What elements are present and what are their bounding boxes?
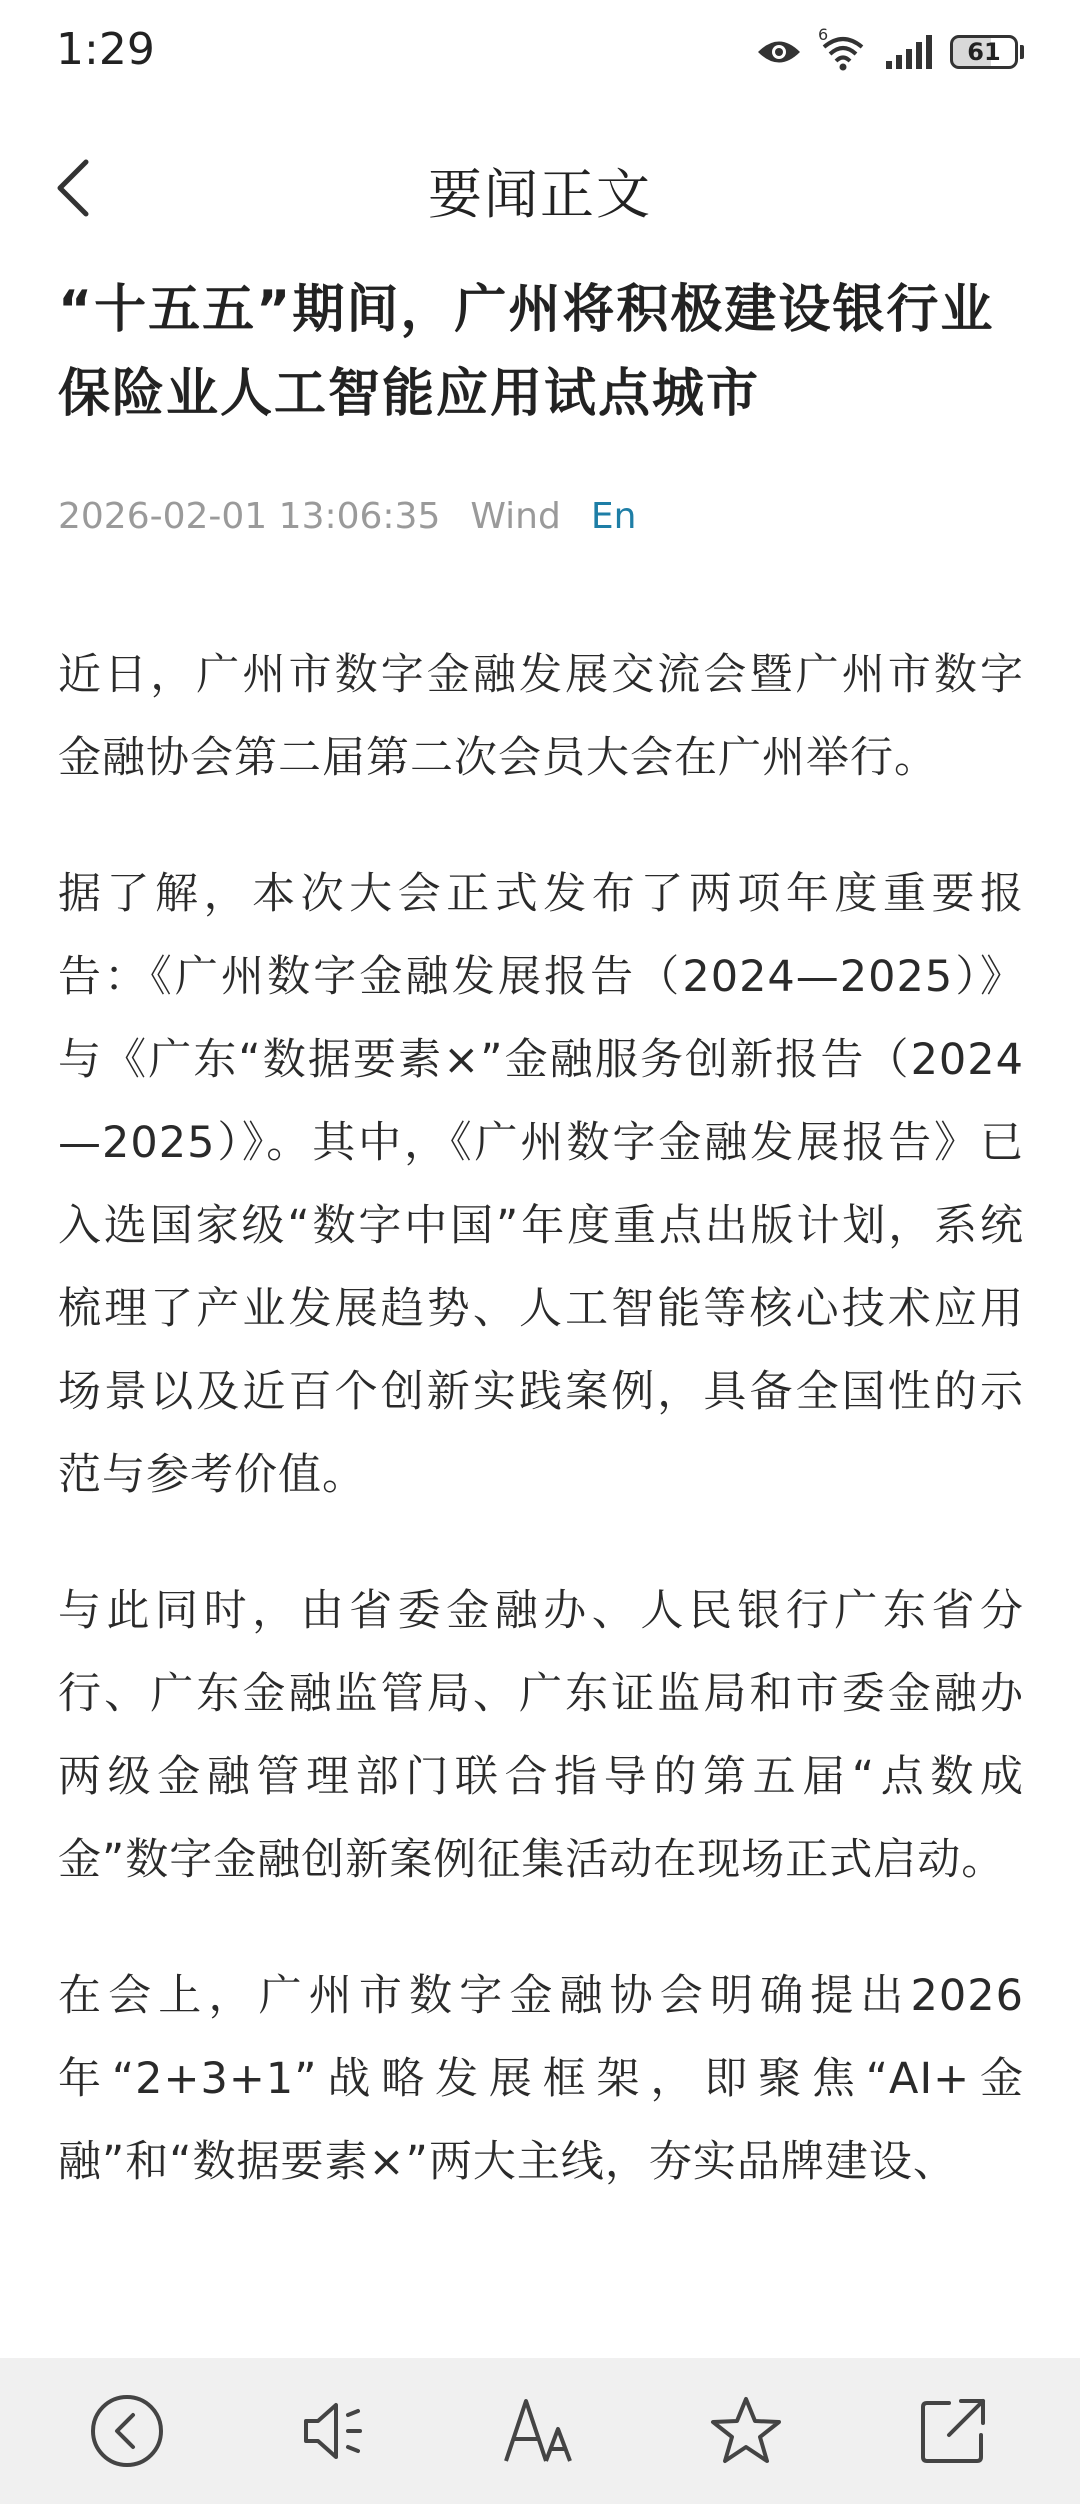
read-aloud-icon [294, 2391, 374, 2471]
article-source: Wind [470, 496, 561, 537]
favorite-button[interactable] [700, 2385, 792, 2477]
status-time: 1:29 [56, 24, 155, 75]
battery-level: 61 [950, 35, 1018, 69]
network-badge: 6 [818, 25, 829, 44]
article-paragraph: 近日，广州市数字金融发展交流会暨广州市数字金融协会第二届第二次会员大会在广州举行。 [58, 650, 1024, 783]
article-headline: “十五五”期间，广州将积极建设银行业保险业人工智能应用试点城市 [58, 280, 995, 424]
article-paragraph: 与此同时，由省委金融办、人民银行广东省分行、广东金融监管局、广东证监局和市委金融办两级金融管理部门联合指导的第五届“点数成金”数字金融创新案例征集活动在现场正式启动。 [58, 1586, 1024, 1885]
share-button[interactable] [907, 2385, 999, 2477]
status-icons [756, 25, 1024, 74]
article-paragraph: 据了解，本次大会正式发布了两项年度重要报告：《广州数字金融发展报告（2024—2025）》与《广东“数据要素×”金融服务创新报告（2024—2025）》。其中，《广州数字金融发展报告》已入选国家级“数字中国”年度重点出版计划，系统梳理了产业发展趋势、人工智能等核心技术应用场景以及近百个创新实践案例，具备全国性的示范与参考价值。 [58, 869, 1024, 1500]
eye-icon [756, 37, 802, 67]
bottom-toolbar [0, 2358, 1080, 2504]
font-size-icon [500, 2391, 580, 2471]
signal-icon [884, 35, 932, 69]
battery-icon [950, 35, 1024, 69]
read-aloud-button[interactable] [288, 2385, 380, 2477]
article-paragraph: 在会上，广州市数字金融协会明确提出2026年“2+3+1”战略发展框架，即聚焦“AI+金融”和“数据要素×”两大主线，夯实品牌建设、 [58, 1971, 1024, 2187]
english-toggle-link[interactable]: En [590, 496, 637, 537]
font-size-button[interactable] [494, 2385, 586, 2477]
page-title: 要闻正文 [428, 163, 652, 226]
status-bar [0, 0, 1080, 110]
back-circle-icon [87, 2391, 167, 2471]
back-circle-button[interactable] [81, 2385, 173, 2477]
favorite-star-icon [706, 2391, 786, 2471]
article-meta [58, 496, 636, 537]
nav-bar [0, 130, 1080, 246]
article-timestamp: 2026-02-01 13:06:35 [58, 496, 441, 537]
share-icon [913, 2391, 993, 2471]
wifi-icon [818, 25, 866, 71]
article-body [58, 634, 1024, 2257]
